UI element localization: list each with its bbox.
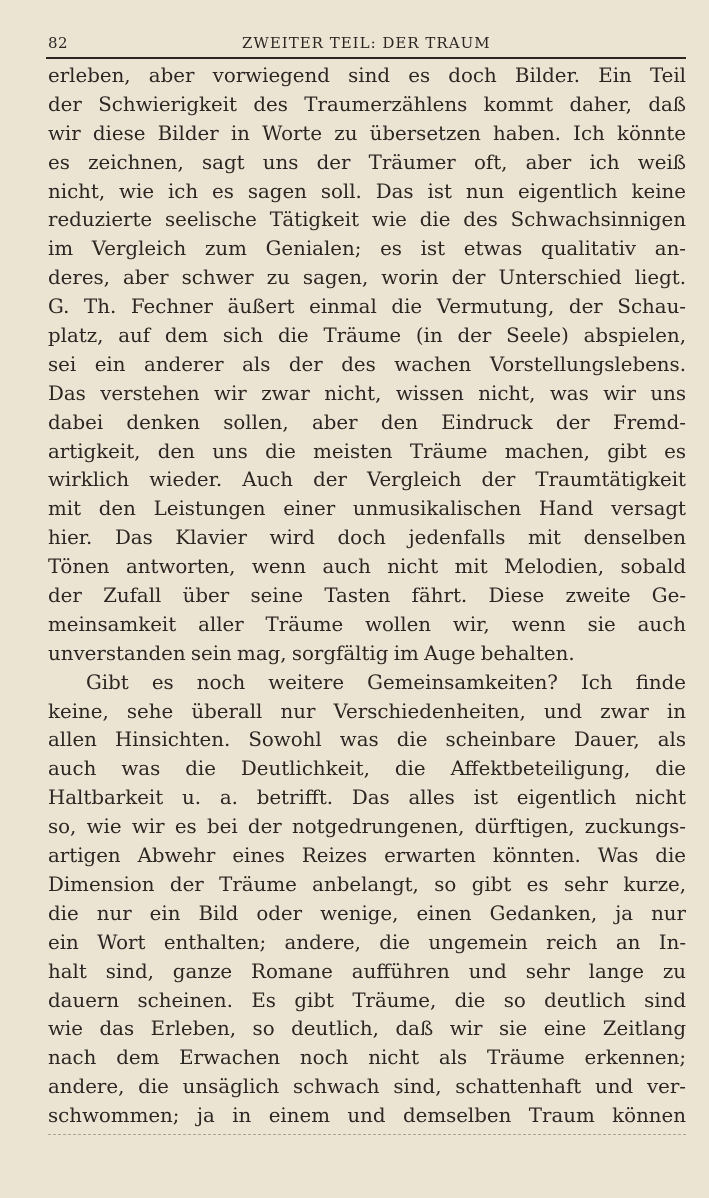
text-line: dabei denken sollen, aber den Eindruck der Fremd- — [48, 410, 686, 434]
text-line: hier. Das Klavier wird doch jedenfalls mit denselben — [48, 526, 686, 550]
text-line: allen Hinsichten. Sowohl was die scheinbare Dauer, als — [48, 728, 686, 752]
text-line: artigkeit, den uns die meisten Träume machen, gibt es — [48, 439, 686, 463]
text-line: der Zufall über seine Tasten fährt. Diese zweite Ge- — [48, 584, 686, 608]
text-line: auch was die Deutlichkeit, die Affektbeteiligung, die — [48, 757, 686, 781]
text-line: reduzierte seelische Tätigkeit wie die des Schwachsinnigen — [48, 208, 686, 232]
running-header — [48, 34, 686, 56]
text-line: sei ein anderer als der des wachen Vorstellungslebens. — [48, 352, 686, 376]
text-line: platz, auf dem sich die Träume (in der Seele) abspielen, — [48, 324, 686, 348]
text-line: dauern scheinen. Es gibt Träume, die so deutlich sind — [48, 988, 686, 1012]
text-line: schwommen; ja in einem und demselben Traum können — [48, 1104, 686, 1128]
text-line: keine, sehe überall nur Verschiedenheiten, und zwar in — [48, 699, 686, 723]
text-line: der Schwierigkeit des Traumerzählens kommt daher, daß — [48, 92, 686, 116]
text-line: nach dem Erwachen noch nicht als Träume erkennen; — [48, 1046, 686, 1070]
text-line: Tönen antworten, wenn auch nicht mit Melodien, sobald — [48, 555, 686, 579]
text-line: wie das Erleben, so deutlich, daß wir sie eine Zeitlang — [48, 1017, 686, 1041]
text-line: andere, die unsäglich schwach sind, schattenhaft und ver- — [48, 1075, 686, 1099]
text-line: halt sind, ganze Romane aufführen und sehr lange zu — [48, 959, 686, 983]
header-rule — [46, 57, 686, 59]
text-line: nicht, wie ich es sagen soll. Das ist nun eigentlich keine — [48, 179, 686, 203]
text-line: die nur ein Bild oder wenige, einen Gedanken, ja nur — [48, 901, 686, 925]
text-line: erleben, aber vorwiegend sind es doch Bilder. Ein Teil — [48, 64, 686, 87]
text-line: G. Th. Fechner äußert einmal die Vermutung, der Schau- — [48, 295, 686, 319]
text-line: Haltbarkeit u. a. betrifft. Das alles ist eigentlich nicht — [48, 786, 686, 810]
text-line: artigen Abwehr eines Reizes erwarten könnten. Was die — [48, 844, 686, 868]
text-line: deres, aber schwer zu sagen, worin der Unterschied liegt. — [48, 266, 686, 290]
text-line: wirklich wieder. Auch der Vergleich der Traumtätigkeit — [48, 468, 686, 492]
text-line: ein Wort enthalten; andere, die ungemein reich an In- — [48, 930, 686, 954]
body-text — [48, 62, 686, 1131]
text-line: mit den Leistungen einer unmusikalischen Hand versagt — [48, 497, 686, 521]
text-line: im Vergleich zum Genialen; es ist etwas qualitativ an- — [48, 237, 686, 261]
bottom-edge — [48, 1134, 686, 1135]
text-line: meinsamkeit aller Träume wollen wir, wenn sie auch — [48, 612, 686, 636]
text-line: Dimension der Träume anbelangt, so gibt es sehr kurze, — [48, 872, 686, 896]
paragraph-first-line: Gibt es noch weitere Gemeinsamkeiten? Ich finde — [86, 670, 686, 694]
text-line: wir diese Bilder in Worte zu übersetzen haben. Ich könnte — [48, 121, 686, 145]
running-title: ZWEITER TEIL: DER TRAUM — [242, 34, 491, 52]
text-line: es zeichnen, sagt uns der Träumer oft, aber ich weiß — [48, 150, 686, 174]
text-line: Das verstehen wir zwar nicht, wissen nicht, was wir uns — [48, 381, 686, 405]
text-line: so, wie wir es bei der notgedrungenen, dürftigen, zuckungs- — [48, 815, 686, 839]
text-line: unverstanden sein mag, sorgfältig im Auge behalten. — [48, 641, 575, 665]
page-number: 82 — [48, 34, 69, 52]
